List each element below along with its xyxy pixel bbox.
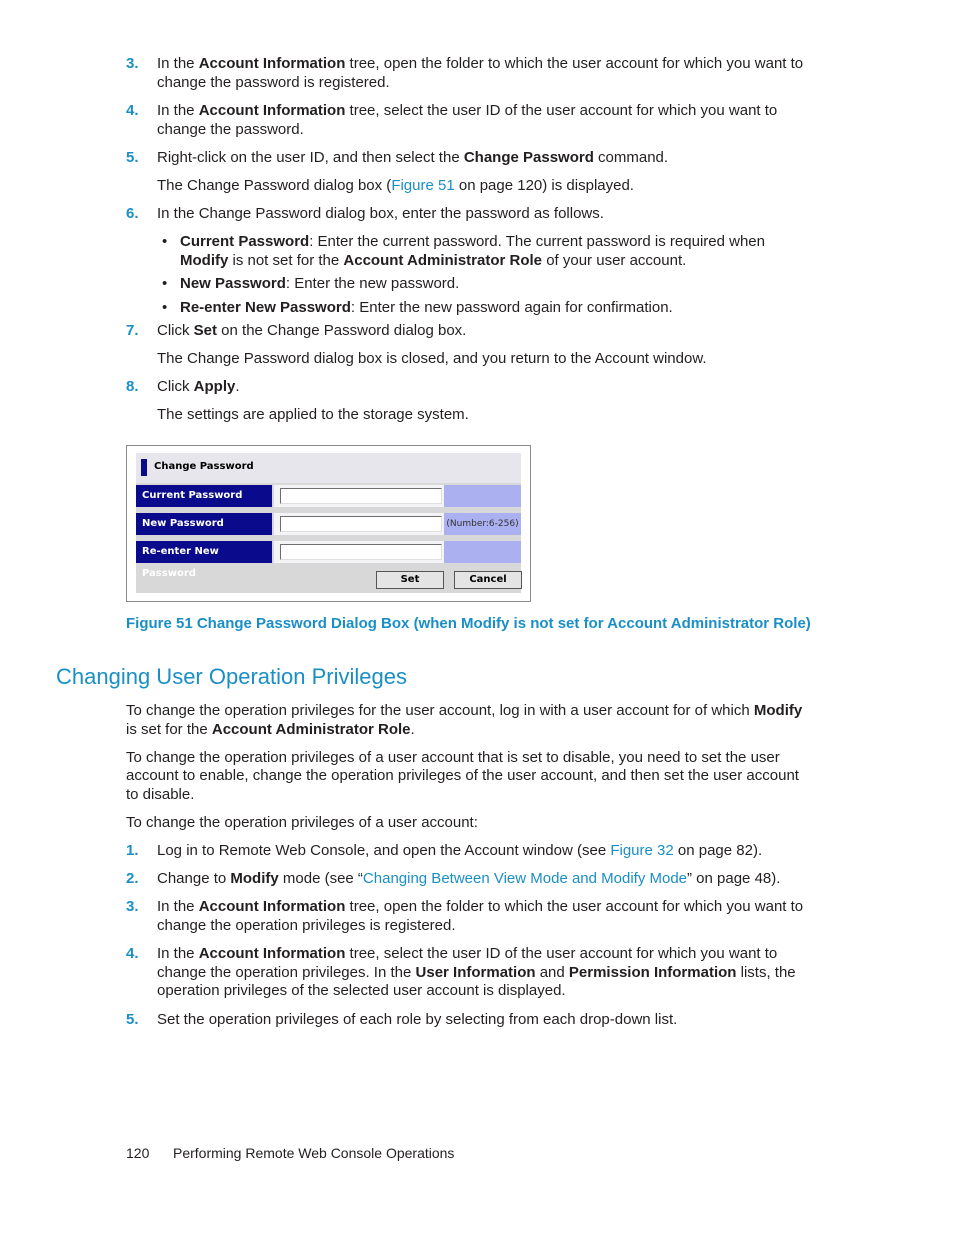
view-modify-mode-link[interactable]: Changing Between View Mode and Modify Mode — [362, 870, 688, 887]
title-marker — [141, 459, 147, 476]
paragraph: to disable. — [126, 786, 195, 803]
step-text: Change to Modify mode (see “Changing Between View Mode and Modify Mode” on page 48). — [157, 870, 781, 887]
step-text: change the password. — [157, 121, 304, 138]
step-number: 3. — [126, 898, 139, 915]
step-number: 6. — [126, 205, 139, 222]
reenter-password-input[interactable] — [280, 544, 442, 560]
current-password-label: Current Password — [136, 485, 272, 507]
step-number: 1. — [126, 842, 139, 859]
field-hint — [444, 485, 521, 507]
new-password-label: New Password — [136, 513, 272, 535]
paragraph: To change the operation privileges of a user account: — [126, 814, 478, 831]
step-text: Click Apply. — [157, 378, 240, 395]
password-length-hint: (Number:6-256) — [444, 513, 521, 535]
dialog-title-bar — [136, 453, 521, 483]
current-password-input[interactable] — [280, 488, 442, 504]
bullet-marker: • — [162, 299, 168, 316]
bullet-text: New Password: Enter the new password. — [180, 275, 460, 292]
step-note: The Change Password dialog box is closed, and you return to the Account window. — [157, 350, 707, 367]
step-text: In the Account Information tree, select the user ID of the user account for which you want to — [157, 102, 778, 119]
step-number: 4. — [126, 945, 139, 962]
step-text: In the Account Information tree, open the folder to which the user account for which you want to — [157, 898, 804, 915]
step-text: Set the operation privileges of each role by selecting from each drop-down list. — [157, 1011, 678, 1028]
bullet-marker: • — [162, 275, 168, 292]
paragraph: account to enable, change the operation privileges of the user account, and then set the user account — [126, 767, 799, 784]
footer-title: Performing Remote Web Console Operations — [173, 1145, 455, 1161]
reenter-password-label: Re-enter New Password — [136, 541, 272, 563]
paragraph: To change the operation privileges for the user account, log in with a user account for of which Modify — [126, 702, 803, 719]
field-hint — [444, 541, 521, 563]
page-number: 120 — [126, 1145, 150, 1161]
bullet-text: Modify is not set for the Account Administrator Role of your user account. — [180, 252, 687, 269]
step-number: 2. — [126, 870, 139, 887]
cancel-button[interactable]: Cancel — [454, 571, 522, 589]
step-text: In the Account Information tree, open the folder to which the user account for which you want to — [157, 55, 804, 72]
figure-caption: Figure 51 Change Password Dialog Box (when Modify is not set for Account Administrator Role) — [126, 615, 811, 632]
step-note: The Change Password dialog box (Figure 51 on page 120) is displayed. — [157, 177, 634, 194]
figure-32-link[interactable]: Figure 32 — [610, 842, 674, 859]
bullet-marker: • — [162, 233, 168, 250]
step-number: 3. — [126, 55, 139, 72]
step-number: 5. — [126, 149, 139, 166]
figure-51-link[interactable]: Figure 51 — [391, 177, 455, 194]
step-number: 5. — [126, 1011, 139, 1028]
step-text: change the operation privileges. In the User Information and Permission Information lists, the — [157, 964, 796, 981]
dialog-title: Change Password — [154, 461, 254, 472]
step-number: 8. — [126, 378, 139, 395]
bullet-text: Current Password: Enter the current password. The current password is required when — [180, 233, 765, 250]
step-note: The settings are applied to the storage system. — [157, 406, 469, 423]
step-text: change the password is registered. — [157, 74, 390, 91]
paragraph: is set for the Account Administrator Role. — [126, 721, 415, 738]
change-password-dialog-figure — [126, 445, 531, 602]
step-text: Log in to Remote Web Console, and open the Account window (see Figure 32 on page 82). — [157, 842, 763, 859]
paragraph: To change the operation privileges of a user account that is set to disable, you need to set the user — [126, 749, 780, 766]
step-number: 4. — [126, 102, 139, 119]
step-text: operation privileges of the selected user account is displayed. — [157, 982, 566, 999]
step-text: In the Account Information tree, select the user ID of the user account for which you want to — [157, 945, 778, 962]
step-text: Click Set on the Change Password dialog box. — [157, 322, 467, 339]
section-heading: Changing User Operation Privileges — [56, 664, 407, 689]
step-text: change the operation privileges is registered. — [157, 917, 456, 934]
step-text: In the Change Password dialog box, enter the password as follows. — [157, 205, 604, 222]
bullet-text: Re-enter New Password: Enter the new password again for confirmation. — [180, 299, 673, 316]
new-password-input[interactable] — [280, 516, 442, 532]
step-number: 7. — [126, 322, 139, 339]
set-button[interactable]: Set — [376, 571, 444, 589]
step-text: Right-click on the user ID, and then select the Change Password command. — [157, 149, 669, 166]
change-password-dialog — [136, 453, 521, 593]
